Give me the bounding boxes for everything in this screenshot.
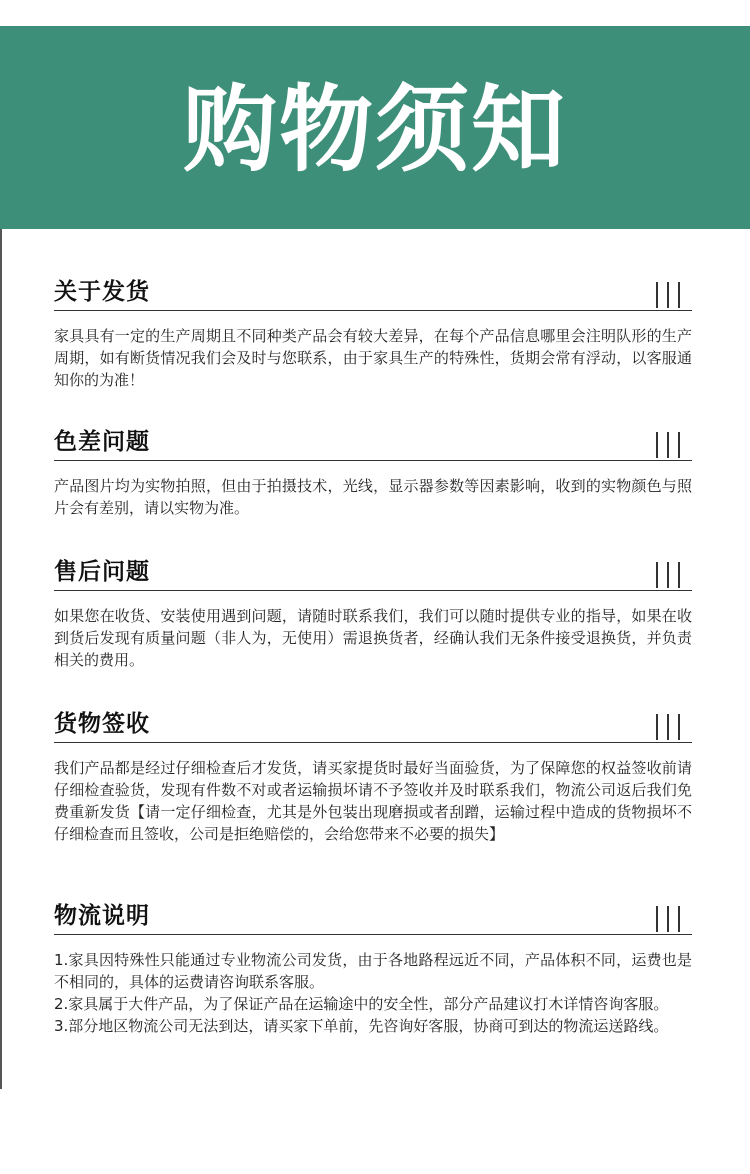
section-paragraph: 3.部分地区物流公司无法到达，请买家下单前，先咨询好客服，协商可到达的物流运送路线。: [54, 1017, 669, 1035]
triple-bar-icon: [656, 906, 680, 932]
section-shipping: [54, 274, 692, 391]
triple-bar-icon: [656, 282, 680, 308]
section-paragraph: 2.家具属于大件产品，为了保证产品在运输途中的安全性，部分产品建议打木详情咨询客服。: [54, 995, 669, 1013]
section-body: [54, 475, 692, 519]
section-paragraph: 产品图片均为实物拍照，但由于拍摄技术，光线，显示器参数等因素影响，收到的实物颜色与照片会有差别，请以实物为准。: [54, 477, 692, 517]
page-title: 购物须知: [182, 75, 567, 185]
section-body: [54, 949, 692, 1037]
section-header: [54, 706, 692, 743]
section-goods-receipt: [54, 706, 692, 845]
section-body: [54, 325, 692, 391]
section-title: 关于发货: [54, 279, 150, 305]
section-title: 色差问题: [54, 429, 150, 455]
section-header: [54, 554, 692, 591]
section-color-difference: [54, 424, 692, 519]
triple-bar-icon: [656, 432, 680, 458]
section-paragraph: 家具具有一定的生产周期且不同种类产品会有较大差异，在每个产品信息哪里会注明队形的生产周期，如有断货情况我们会及时与您联系，由于家具生产的特殊性，货期会常有浮动，以客服通知你的为准！: [54, 327, 692, 389]
section-logistics: [54, 898, 692, 1037]
section-after-sales: [54, 554, 692, 671]
triple-bar-icon: [656, 714, 680, 740]
section-header: [54, 898, 692, 935]
section-paragraph: 1.家具因特殊性只能通过专业物流公司发货，由于各地路程远近不同，产品体积不同，运费也是不相同的，具体的运费请咨询联系客服。: [54, 951, 692, 991]
section-title: 货物签收: [54, 711, 150, 737]
section-paragraph: 我们产品都是经过仔细检查后才发货，请买家提货时最好当面验货，为了保障您的权益签收前请仔细检查验货，发现有件数不对或者运输损坏请不予签收并及时联系我们，物流公司返后我们免费重新发货【请一定仔细检查，尤其是外包装出现磨损或者刮蹭，运输过程中造成的货物损坏不仔细检查而且签收，公司是拒绝赔偿的，会给您带来不必要的损失】: [54, 759, 692, 843]
section-body: [54, 605, 692, 671]
section-title: 售后问题: [54, 559, 150, 585]
section-paragraph: 如果您在收货、安装使用遇到问题，请随时联系我们，我们可以随时提供专业的指导，如果在收到货后发现有质量问题（非人为，无使用）需退换货者，经确认我们无条件接受退换货，并负责相关的费用。: [54, 607, 692, 669]
left-border-line: [0, 229, 2, 1089]
section-title: 物流说明: [54, 903, 150, 929]
section-header: [54, 274, 692, 311]
section-header: [54, 424, 692, 461]
triple-bar-icon: [656, 562, 680, 588]
header-banner: [0, 26, 750, 229]
section-body: [54, 757, 692, 845]
